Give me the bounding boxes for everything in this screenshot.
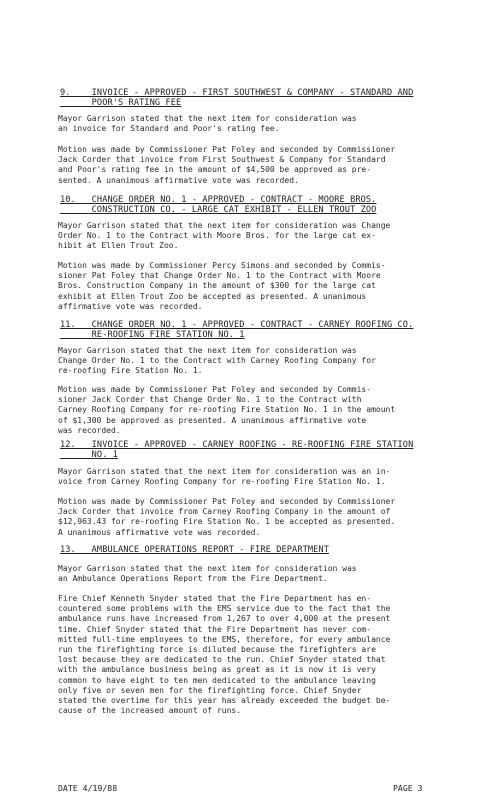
section-11-motion: Motion was made by Commissioner Pat Foley and seconded by Commis- sioner Jack Corder that Change Order No. 1 to the Contract with Carney Roofing Company for re-roofing Fire Station No. 1 in the amount of $1,300 be approved as presented. A unanimous affirmative vote was recorded. [58, 385, 396, 435]
section-11-intro: Mayor Garrison stated that the next item for consideration was Change Order No. 1 to the Contract with Carney Roofing Company for re-roofing Fire Station No. 1. [58, 346, 376, 376]
section-9-title: 9. INVOICE - APPROVED - FIRST SOUTHWEST & COMPANY - STANDARD AND POOR'S RATING FEE [60, 88, 414, 108]
section-10-intro: Mayor Garrison stated that the next item for consideration was Change Order No. 1 to the Contract with Moore Bros. for the large cat ex- hibit at Ellen Trout Zoo. [58, 221, 391, 251]
footer-date: DATE 4/19/88 [58, 783, 118, 793]
section-13-report: Fire Chief Kenneth Snyder stated that the Fire Department has en- countered some problems with the EMS service due to the fact that the ambulance runs have increased from 1,267 to over 4,000 at the present time. Chief Snyder stated that the Fire Department has never com- mitted full-time employees to the EMS, therefore, for every ambulance run the firefighting force is diluted because the firefighters are lost because they are dedicated to the run. Chief Snyder stated that with the ambulance business being as great as it is now it is very common to have eight to ten men dedicated to the ambulance leaving only five or seven men for the firefighting force. Chief Snyder stated the overtime for this year has already exceeded the budget be- cause of the increased amount of runs. [58, 594, 391, 716]
section-12-intro: Mayor Garrison stated that the next item for consideration was an in- voice from Carney Roofing Company for re-roofing Fire Station No. 1. [58, 467, 391, 487]
footer-page-number: PAGE 3 [393, 783, 423, 793]
section-10-motion: Motion was made by Commissioner Percy Simons and seconded by Commis- sioner Pat Foley that Change Order No. 1 to the Contract with Moore Bros. Construction Company in the amount of $300 for the large cat exhibit at Ellen Trout Zoo be accepted as presented. A unanimous affirmative vote was recorded. [58, 261, 386, 311]
section-12-title: 12. INVOICE - APPROVED - CARNEY ROOFING - RE-ROOFING FIRE STATION NO. 1 [60, 440, 414, 460]
section-12-motion: Motion was made by Commissioner Pat Foley and seconded by Commissioner Jack Corder that invoice from Carney Roofing Company in the amount of $12,963.43 for re-roofing Fire Station No. 1 be accepted as presented. A unanimous affirmative vote was recorded. [58, 497, 396, 537]
section-9-motion: Motion was made by Commissioner Pat Foley and seconded by Commissioner Jack Corder that invoice from First Southwest & Company for Standard and Poor's rating fee in the amount of $4,500 be approved as pre- sented. A unanimous affirmative vote was recorded. [58, 145, 396, 185]
section-10-title: 10. CHANGE ORDER NO. 1 - APPROVED - CONTRACT - MOORE BROS. CONSTRUCTION CO. - LARGE CAT EXHIBIT - ELLEN TROUT ZOO [60, 195, 377, 215]
section-13-intro: Mayor Garrison stated that the next item for consideration was an Ambulance Operations Report from the Fire Department. [58, 564, 357, 584]
section-13-title: 13. AMBULANCE OPERATIONS REPORT - FIRE DEPARTMENT [60, 545, 329, 555]
section-11-title: 11. CHANGE ORDER NO. 1 - APPROVED - CONTRACT - CARNEY ROOFING CO. RE-ROOFING FIRE STATION NO. 1 [60, 320, 414, 340]
section-9-intro: Mayor Garrison stated that the next item for consideration was an invoice for Standard and Poor's rating fee. [58, 114, 357, 134]
